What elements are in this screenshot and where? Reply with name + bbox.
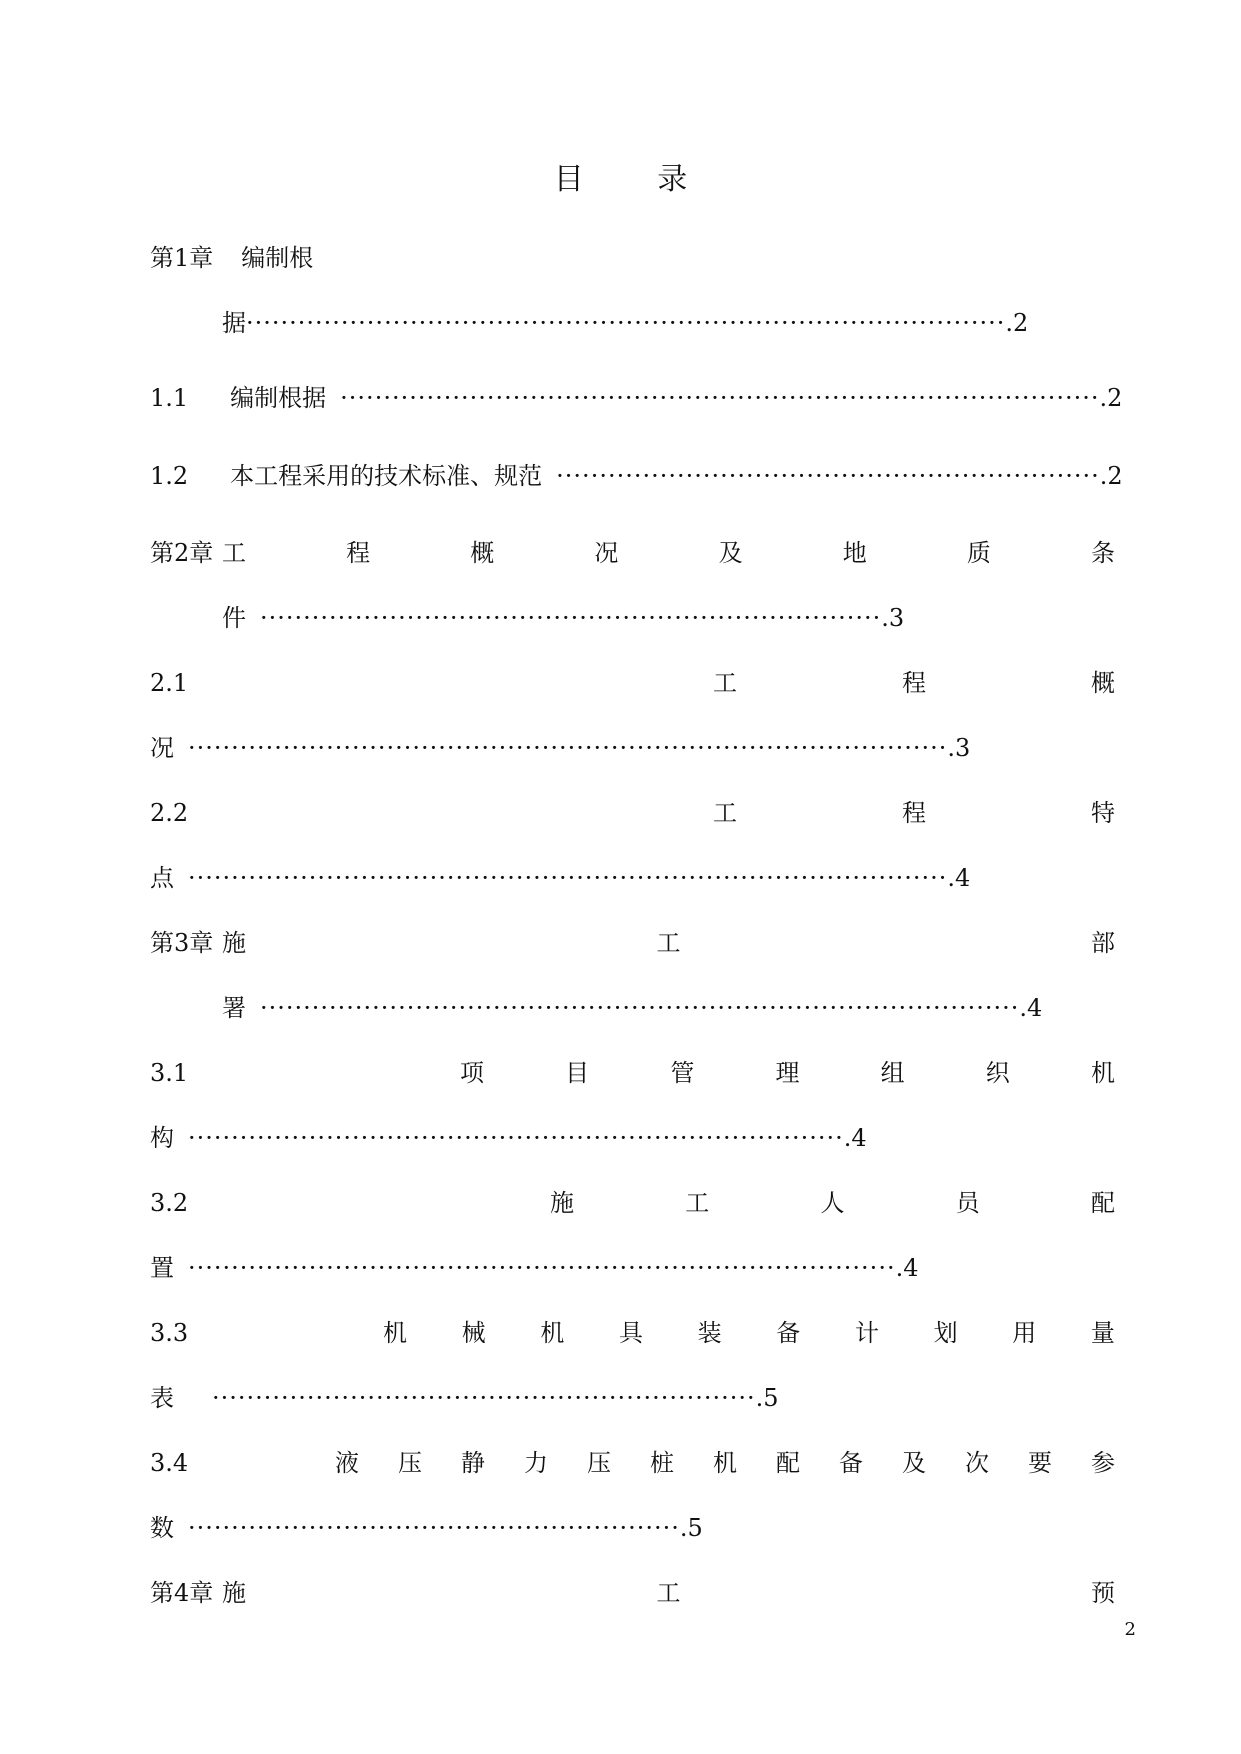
title-char: 工	[713, 669, 737, 697]
page-ref: .4	[1019, 994, 1043, 1022]
title-char: 施	[222, 929, 246, 957]
title-char: 概	[1091, 669, 1115, 697]
page-ref: .4	[843, 1124, 867, 1152]
toc-entry-1-1[interactable]	[150, 380, 1122, 416]
title-char: 地	[842, 539, 867, 567]
page-ref: .2	[1005, 309, 1029, 337]
title-char: 质	[966, 539, 991, 567]
title-char: 划	[933, 1319, 958, 1347]
section-title: 编制根据	[230, 384, 327, 412]
title-char: 械	[461, 1319, 486, 1347]
title-char: 工	[656, 929, 681, 957]
title-char: 人	[820, 1189, 845, 1217]
page-number: 2	[1124, 1619, 1136, 1640]
title-char: 预	[1091, 1579, 1115, 1607]
title-char: 机	[1090, 1059, 1115, 1087]
toc-entry-3-4[interactable]	[150, 1445, 1115, 1481]
title-char: 备	[839, 1449, 863, 1477]
section-title-cont: 置	[150, 1254, 174, 1282]
leader-dots: ·························································	[188, 1514, 680, 1542]
toc-title: 目 录	[553, 162, 720, 197]
title-char: 机	[713, 1449, 737, 1477]
title-char: 压	[398, 1449, 422, 1477]
title-char: 施	[222, 1579, 246, 1607]
leader-dots: ························································································	[188, 734, 948, 762]
toc-entry-3-4-cont[interactable]	[150, 1510, 703, 1546]
title-char: 项	[460, 1059, 484, 1087]
section-title-cont: 构	[150, 1124, 174, 1152]
page-ref: .4	[895, 1254, 919, 1282]
section-title	[713, 665, 1115, 701]
section-title	[460, 1055, 1115, 1091]
title-char: 力	[524, 1449, 548, 1477]
leader-dots: ·······························································	[556, 462, 1100, 490]
title-char: 施	[550, 1189, 574, 1217]
leader-dots: ········································································	[260, 604, 882, 632]
toc-entry-2-2-cont[interactable]	[150, 860, 970, 896]
toc-entry-3-2[interactable]	[150, 1185, 1115, 1221]
title-char: 装	[697, 1319, 722, 1347]
toc-entry-2-1[interactable]	[150, 665, 1115, 701]
section-number: 2.1	[150, 669, 189, 697]
page-ref: .4	[947, 864, 971, 892]
title-char: 组	[880, 1059, 905, 1087]
chapter-label: 第1章	[150, 244, 214, 272]
title-char: 管	[670, 1059, 695, 1087]
title-char: 桩	[650, 1449, 674, 1477]
chapter-title	[222, 535, 1115, 571]
title-char: 条	[1090, 539, 1115, 567]
title-char: 量	[1090, 1319, 1115, 1347]
title-char: 压	[587, 1449, 611, 1477]
title-char: 概	[470, 539, 495, 567]
title-char: 次	[965, 1449, 989, 1477]
section-title-cont: 表	[150, 1384, 174, 1412]
title-char: 及	[718, 539, 743, 567]
page-ref: .5	[679, 1514, 703, 1542]
section-number: 3.3	[150, 1319, 189, 1347]
page-ref: .2	[1099, 462, 1123, 490]
section-number: 3.1	[150, 1059, 189, 1087]
chapter-label: 第4章	[150, 1579, 214, 1607]
section-title: 本工程采用的技术标准、规范	[230, 462, 543, 490]
section-title	[335, 1445, 1115, 1481]
title-char: 况	[594, 539, 619, 567]
leader-dots: ············································································	[188, 1124, 844, 1152]
section-title	[550, 1185, 1115, 1221]
leader-dots: ·······························································	[212, 1384, 756, 1412]
title-char: 工	[713, 799, 737, 827]
title-char: 部	[1091, 929, 1115, 957]
chapter-title-cont: 署	[222, 994, 246, 1022]
title-char: 工	[685, 1189, 710, 1217]
section-number: 3.2	[150, 1189, 189, 1217]
title-char: 液	[335, 1449, 359, 1477]
section-number: 1.1	[150, 384, 189, 412]
leader-dots: ························································································	[260, 994, 1020, 1022]
page-ref: .2	[1099, 384, 1123, 412]
page-ref: .3	[947, 734, 971, 762]
toc-entry-3-1[interactable]	[150, 1055, 1115, 1091]
toc-entry-ch2-cont[interactable]	[222, 600, 904, 636]
toc-entry-2-2[interactable]	[150, 795, 1115, 831]
toc-entry-3-3-cont[interactable]	[150, 1380, 779, 1416]
title-char: 程	[902, 669, 926, 697]
chapter-label: 第2章	[150, 539, 214, 567]
chapter-title-cont: 件	[222, 604, 246, 632]
title-char: 机	[540, 1319, 565, 1347]
section-title	[713, 795, 1115, 831]
title-char: 静	[461, 1449, 485, 1477]
section-number: 1.2	[150, 462, 189, 490]
title-char: 具	[618, 1319, 643, 1347]
leader-dots: ························································································	[246, 309, 1006, 337]
title-char: 及	[902, 1449, 926, 1477]
title-char: 计	[854, 1319, 879, 1347]
toc-entry-3-3[interactable]	[150, 1315, 1115, 1351]
title-char: 备	[776, 1319, 801, 1347]
toc-entry-ch4[interactable]	[150, 1575, 1115, 1611]
chapter-title-cont: 据	[222, 309, 246, 337]
toc-entry-ch2[interactable]	[150, 535, 1115, 571]
toc-entry-3-1-cont[interactable]	[150, 1120, 867, 1156]
leader-dots: ························································································	[340, 384, 1100, 412]
title-char: 目	[565, 1059, 590, 1087]
title-char: 织	[985, 1059, 1010, 1087]
section-title-cont: 点	[150, 864, 174, 892]
title-char: 工	[222, 539, 246, 567]
page-ref: .3	[881, 604, 905, 632]
title-char: 程	[346, 539, 371, 567]
section-number: 3.4	[150, 1449, 189, 1477]
title-char: 配	[1091, 1189, 1115, 1217]
title-char: 要	[1028, 1449, 1052, 1477]
toc-entry-1-2[interactable]	[150, 458, 1123, 494]
title-char: 用	[1012, 1319, 1037, 1347]
title-char: 理	[775, 1059, 800, 1087]
section-number: 2.2	[150, 799, 189, 827]
title-char: 参	[1091, 1449, 1115, 1477]
title-char: 配	[776, 1449, 800, 1477]
title-char: 特	[1091, 799, 1115, 827]
toc-entry-ch3[interactable]	[150, 925, 1115, 961]
toc-entry-2-1-cont[interactable]	[150, 730, 970, 766]
title-char: 员	[955, 1189, 980, 1217]
chapter-title	[222, 925, 1115, 961]
section-title	[383, 1315, 1115, 1351]
chapter-title: 编制根	[241, 244, 314, 272]
leader-dots: ··················································································	[188, 1254, 896, 1282]
title-char: 机	[383, 1319, 407, 1347]
title-char: 程	[902, 799, 926, 827]
page-ref: .5	[755, 1384, 779, 1412]
toc-entry-3-2-cont[interactable]	[150, 1250, 918, 1286]
chapter-label: 第3章	[150, 929, 214, 957]
toc-entry-ch3-cont[interactable]	[222, 990, 1042, 1026]
leader-dots: ························································································	[188, 864, 948, 892]
chapter-title	[222, 1575, 1115, 1611]
section-title-cont: 数	[150, 1514, 174, 1542]
title-char: 工	[656, 1579, 681, 1607]
section-title-cont: 况	[150, 734, 174, 762]
toc-entry-ch1[interactable]	[150, 240, 313, 276]
toc-entry-ch1-cont[interactable]	[222, 305, 1028, 341]
